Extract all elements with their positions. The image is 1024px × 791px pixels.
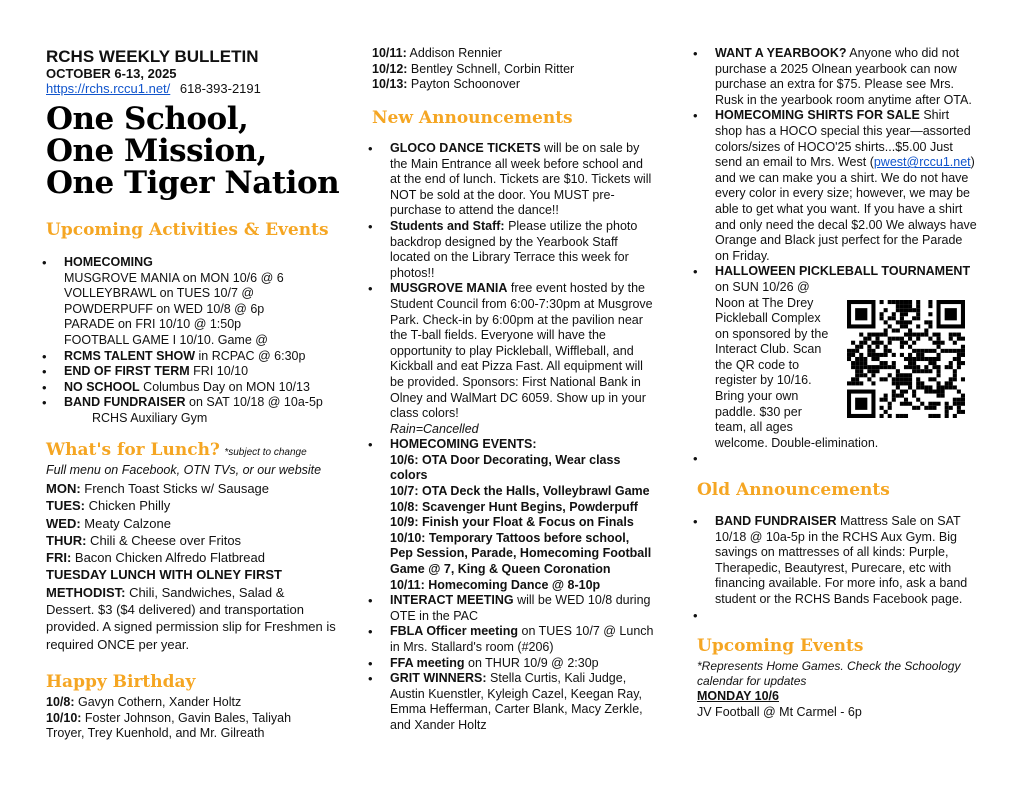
lunch-heading: What's for Lunch?: [46, 440, 220, 460]
old-announcements-heading: Old Announcements: [697, 480, 890, 500]
item-text: on SAT 10/18 @ 10a-5p: [185, 395, 323, 410]
hoco-event: 10/9: Finish your Float & Focus on Finals: [390, 515, 634, 530]
list-item: [46, 380, 346, 396]
bulletin-dates: OCTOBER 6-13, 2025: [46, 66, 177, 81]
hoco-event: 10/11: Homecoming Dance @ 8-10p: [390, 577, 601, 592]
list-item: • GLOCO DANCE TICKETS will be on sale by the Main Entrance all week before school and at the end of lunch. Tickets are $10. Tickets will NOT be sold at the door. You MUST pre-purchase to attend the dance!!: [372, 141, 654, 219]
school-website-link[interactable]: https://rchs.rccu1.net/: [46, 81, 171, 96]
item-bold: END OF FIRST TERM: [64, 364, 190, 379]
list-item: • BAND FUNDRAISER Mattress Sale on SAT 10/18 @ 10a-5p in the RCHS Aux Gym. Big savings on mattresses of all kinds: Purple, Therapedic, Beautyrest, Purecare, etc with financing available. For more info, ask a band student or the RCHS Bands Facebook page.: [697, 514, 979, 608]
contact-line: [46, 81, 346, 97]
list-item: • INTERACT MEETING will be WED 10/8 during OTE in the PAC: [372, 593, 654, 624]
hoco-event: 10/7: OTA Deck the Halls, Volleybrawl Game: [390, 484, 650, 499]
hoco-event: 10/8: Scavenger Hunt Begins, Powderpuff: [390, 499, 638, 514]
lunch-day: MON: French Toast Sticks w/ Sausage: [46, 481, 270, 496]
homecoming-line: VOLLEYBRAWL on TUES 10/7 @: [64, 286, 255, 301]
homecoming-line: MUSGROVE MANIA on MON 10/6 @ 6: [64, 270, 284, 285]
hoco-event: 10/6: OTA Door Decorating, Wear class colors: [390, 452, 621, 483]
pickleball-qr-code[interactable]: [847, 300, 965, 418]
empty-bullet: [697, 451, 979, 467]
school-motto: [46, 103, 346, 199]
upcoming-events-heading: Upcoming Events: [697, 636, 864, 656]
band-location: RCHS Auxiliary Gym: [92, 410, 208, 425]
birthday-entry: 10/8: Gavyn Cothern, Xander Holtz: [46, 695, 242, 709]
item-text: Columbus Day on MON 10/13: [139, 379, 310, 394]
birthday-heading: Happy Birthday: [46, 672, 196, 692]
west-email-link[interactable]: pwest@rccu1.net: [873, 155, 971, 170]
list-item: [46, 349, 346, 365]
activities-heading: Upcoming Activities & Events: [46, 220, 329, 240]
upcoming-events: [697, 659, 979, 720]
list-item: [372, 437, 654, 593]
rain-note: Rain=Cancelled: [390, 421, 479, 436]
homecoming-line: PARADE on FRI 10/10 @ 1:50p: [64, 317, 242, 332]
birthday-list: [46, 695, 306, 742]
birthday-entry: 10/10: Foster Johnson, Gavin Bales, Taliyah Troyer, Trey Kuenhold, and Mr. Gilreath: [46, 710, 292, 741]
motto-line: One School,: [46, 101, 249, 137]
list-item: • HOMECOMING SHIRTS FOR SALE Shirt shop has a HOCO special this year—assorted colors/sizes of HOCO'25 shirts...$5.00 Just send an email to Mrs. West (pwest@rccu1.net) and we can make you a shirt. We do not have every color in every size; however, we may be able to get what you want. If you have a shirt and only need the decal $2.00 We always have Orange and Black just perfect for the Parade on Friday.: [697, 108, 979, 264]
events-note: *Represents Home Games. Check the Schoology calendar for updates: [697, 659, 961, 688]
list-item: • FBLA Officer meeting on TUES 10/7 @ Lunch in Mrs. Stallard's room (#206): [372, 624, 654, 655]
lunch-heading-row: [46, 440, 346, 460]
new-announcements-heading: New Announcements: [372, 108, 573, 128]
list-item: • HALLOWEEN PICKLEBALL TOURNAMENT on SUN 10/26 @ Noon at The Drey Pickleball Complex on sponsored by the Interact Club. Scan the QR code to register by 10/16. Bring your own paddle. $30 per team, all ages welcome. Double-elimination.: [697, 264, 979, 451]
list-item: • MUSGROVE MANIA free event hosted by the Student Council from 6:00-7:30pm at Musgrove Park. Check-in by 6:00pm at the pavilion near the T-ball fields. Everyone will have the opportunity to play Pickleball, Wiffleball, and Kickball and eat Pizza Fast. All equipment will be provided. Sponsors: First National Bank in Olney and WalMart DC 6059. Show up in your class colors! Rain=Cancelled: [372, 281, 654, 437]
list-item: [46, 395, 346, 411]
lunch-day: FRI: Bacon Chicken Alfredo Flatbread: [46, 550, 265, 566]
lunch-day: THUR: Chili & Cheese over Fritos: [46, 532, 242, 548]
olney-lunch: TUESDAY LUNCH WITH OLNEY FIRST METHODIST: Chili, Sandwiches, Salad & Dessert. $3 ($4 delivered) and transportation provided. A signed permission slip for Freshmen is required ONCE per year.: [46, 567, 336, 652]
bulletin-title: RCHS WEEKLY BULLETIN: [46, 47, 259, 66]
events-day: MONDAY 10/6: [697, 689, 779, 703]
motto-line: One Mission,: [46, 133, 267, 169]
birthday-entry: 10/12: Bentley Schnell, Corbin Ritter: [372, 61, 575, 76]
item-text: in RCPAC @ 6:30p: [195, 348, 306, 363]
new-announcements-list: [372, 141, 654, 734]
homecoming-label: HOMECOMING: [64, 255, 153, 269]
list-item: • FFA meeting on THUR 10/9 @ 2:30p: [372, 656, 654, 672]
homecoming-line: FOOTBALL GAME I 10/10. Game @: [64, 332, 268, 347]
hoco-events-label: HOMECOMING EVENTS:: [390, 437, 537, 452]
old-announcements-list: [697, 514, 979, 624]
list-item: [46, 364, 346, 380]
bulletin-header: [46, 48, 346, 97]
item-text: FRI 10/10: [189, 364, 249, 379]
list-item: [46, 255, 346, 349]
birthday-entry: 10/11: Addison Rennier: [372, 46, 502, 60]
homecoming-line: POWDERPUFF on WED 10/8 @ 6p: [64, 301, 265, 316]
lunch-day: WED: Meaty Calzone: [46, 515, 171, 531]
list-item: • WANT A YEARBOOK? Anyone who did not purchase a 2025 Olnean yearbook can now purchase an extra for $75. Please see Mrs. Rusk in the yearbook room anytime after OTA.: [697, 46, 979, 108]
empty-bullet: [697, 608, 979, 624]
item-bold: RCMS TALENT SHOW: [64, 348, 196, 363]
motto-line: One Tiger Nation: [46, 165, 340, 201]
lunch-menu: [46, 480, 336, 653]
list-item: • GRIT WINNERS: Stella Curtis, Kali Judge, Austin Kuenstler, Kyleigh Cazel, Keegan Ray, Emma Hefferman, Carter Blank, Macy Zerkle, and Xander Holtz: [372, 671, 654, 733]
activities-list: [46, 255, 346, 427]
lunch-day: TUES: Chicken Philly: [46, 498, 171, 514]
birthday-entry: 10/13: Payton Schoonover: [372, 77, 521, 92]
pickleball-title: HALLOWEEN PICKLEBALL TOURNAMENT: [715, 264, 971, 279]
school-phone: 618-393-2191: [179, 81, 261, 96]
hoco-event: 10/10: Temporary Tattoos before school, Pep Session, Parade, Homecoming Football Game @ 7, King & Queen Coronation: [390, 530, 652, 577]
birthday-list-continued: [372, 46, 654, 93]
events-item: JV Football @ Mt Carmel - 6p: [697, 704, 862, 719]
lunch-menu-note: Full menu on Facebook, OTN TVs, or our website: [46, 463, 322, 477]
lunch-note: *subject to change: [224, 447, 307, 458]
item-bold: BAND FUNDRAISER: [64, 395, 186, 410]
list-item: • Students and Staff: Please utilize the photo backdrop designed by the Yearbook Staff located on the Library Terrace this week for photos!!: [372, 219, 654, 281]
item-bold: NO SCHOOL: [64, 379, 140, 394]
